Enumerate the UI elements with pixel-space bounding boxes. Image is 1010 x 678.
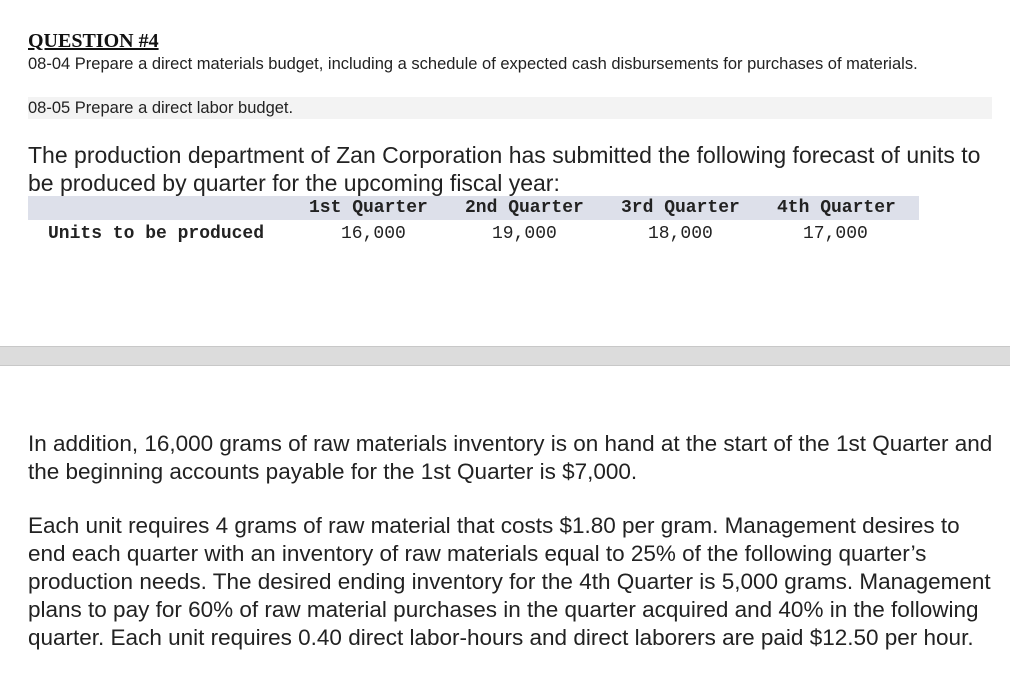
table-header-q3: 3rd Quarter xyxy=(621,198,740,218)
table-header-q4: 4th Quarter xyxy=(777,198,896,218)
table-cell-q3: 18,000 xyxy=(648,224,713,244)
section-divider xyxy=(0,346,1010,366)
table-cell-q1: 16,000 xyxy=(341,224,406,244)
paragraph-requirements: Each unit requires 4 grams of raw material that costs $1.80 per gram. Management desires to end each quarter with an inventory of raw materials equal to 25% of the following quarter’s production needs. The desired ending inventory for the 4th Quarter is 5,000 grams. Management plans to pay for 60% of raw material purchases in the quarter acquired and 40% in the following quarter. Each unit requires 0.40 direct labor-hours and direct laborers are paid $12.50 per hour. xyxy=(28,513,991,650)
table-header-q1: 1st Quarter xyxy=(309,198,428,218)
table-cell-q2: 19,000 xyxy=(492,224,557,244)
table-header-q2: 2nd Quarter xyxy=(465,198,584,218)
question-intro: The production department of Zan Corporation has submitted the following forecast of units to be produced by quarter for the upcoming fiscal year: xyxy=(28,142,981,196)
paragraph-inventory: In addition, 16,000 grams of raw materials inventory is on hand at the start of the 1st Quarter and the beginning accounts payable for the 1st Quarter is $7,000. xyxy=(28,431,993,484)
learning-objective-08-05: 08-05 Prepare a direct labor budget. xyxy=(28,97,992,119)
table-cell-q4: 17,000 xyxy=(803,224,868,244)
table-row-label: Units to be produced xyxy=(48,224,265,244)
question-title: QUESTION #4 xyxy=(28,30,159,52)
learning-objective-08-04: 08-04 Prepare a direct materials budget, including a schedule of expected cash disbursements for purchases of materials. xyxy=(28,55,918,73)
